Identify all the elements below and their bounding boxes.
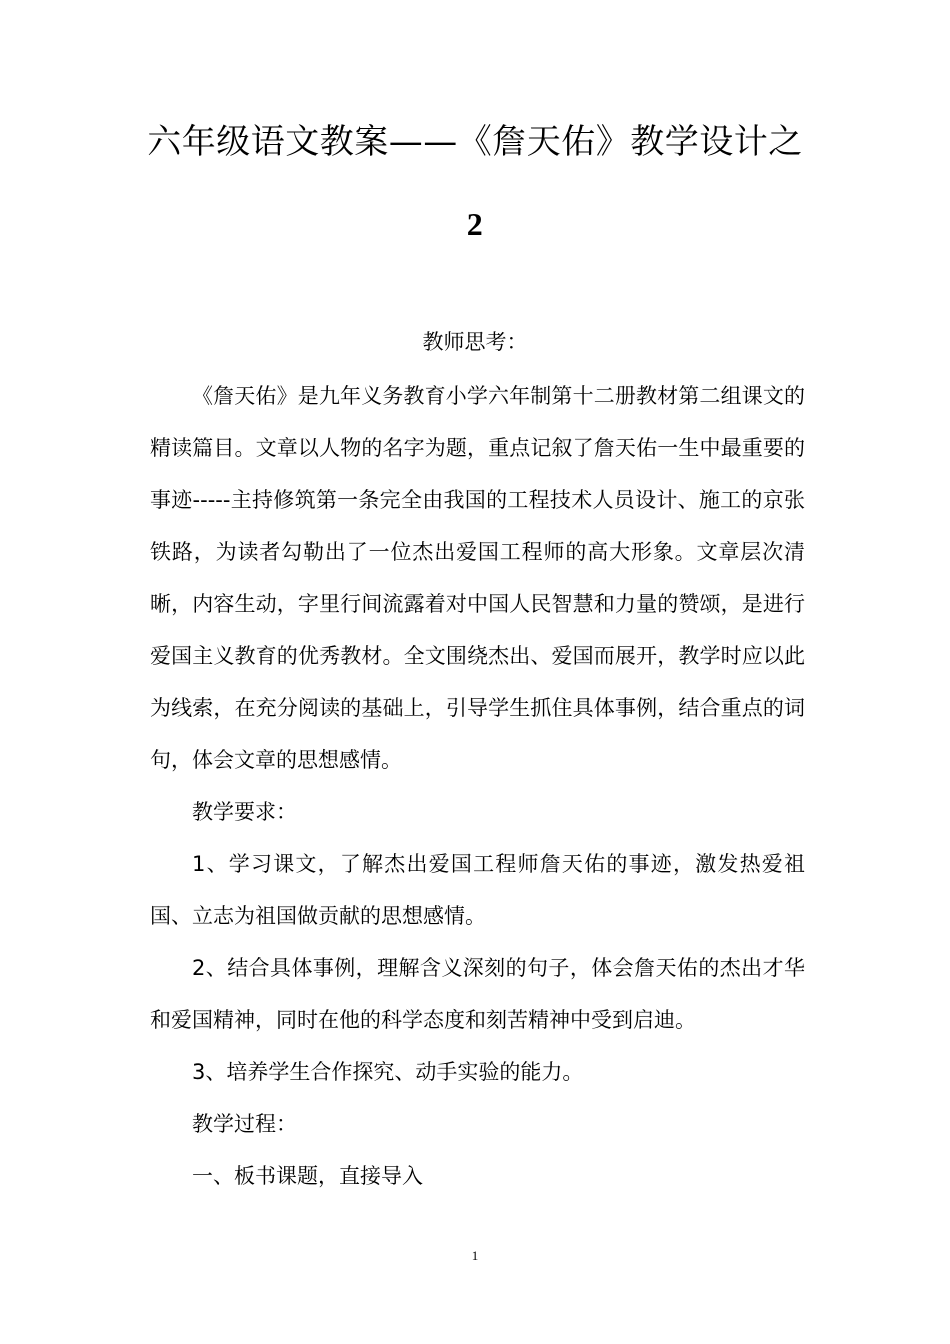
paragraph-requirement-2: 2、结合具体事例，理解含义深刻的句子，体会詹天佑的杰出才华和爱国精神，同时在他的科学态度和刻苦精神中受到启迪。 [150,956,805,1032]
document-title-line-2: 2 [466,206,484,242]
paragraph-step-1: 一、板书课题，直接导入 [192,1164,423,1188]
page-number: 1 [471,1248,479,1263]
document-title-line-1: 六年级语文教案——《詹天佑》教学设计之 [147,122,803,162]
document-body [150,370,805,1202]
paragraph-teaching-requirements-heading: 教学要求： [192,800,297,824]
paragraph-requirement-3: 3、培养学生合作探究、动手实验的能力。 [192,1060,584,1084]
paragraph-teaching-process-heading: 教学过程： [192,1112,297,1136]
section-heading-teacher-thoughts: 教师思考： [422,330,528,354]
paragraph-requirement-1: 1、学习课文，了解杰出爱国工程师詹天佑的事迹，激发热爱祖国、立志为祖国做贡献的思想感情。 [150,852,805,928]
paragraph-intro: 《詹天佑》是九年义务教育小学六年制第十二册教材第二组课文的精读篇目。文章以人物的名字为题，重点记叙了詹天佑一生中最重要的事迹-----主持修筑第一条完全由我国的工程技术人员设计、施工的京张铁路，为读者勾勒出了一位杰出爱国工程师的高大形象。文章层次清晰，内容生动，字里行间流露着对中国人民智慧和力量的赞颂，是进行爱国主义教育的优秀教材。全文围绕杰出、爱国而展开，教学时应以此为线索，在充分阅读的基础上，引导学生抓住具体事例，结合重点的词句，体会文章的思想感情。 [150,384,805,772]
